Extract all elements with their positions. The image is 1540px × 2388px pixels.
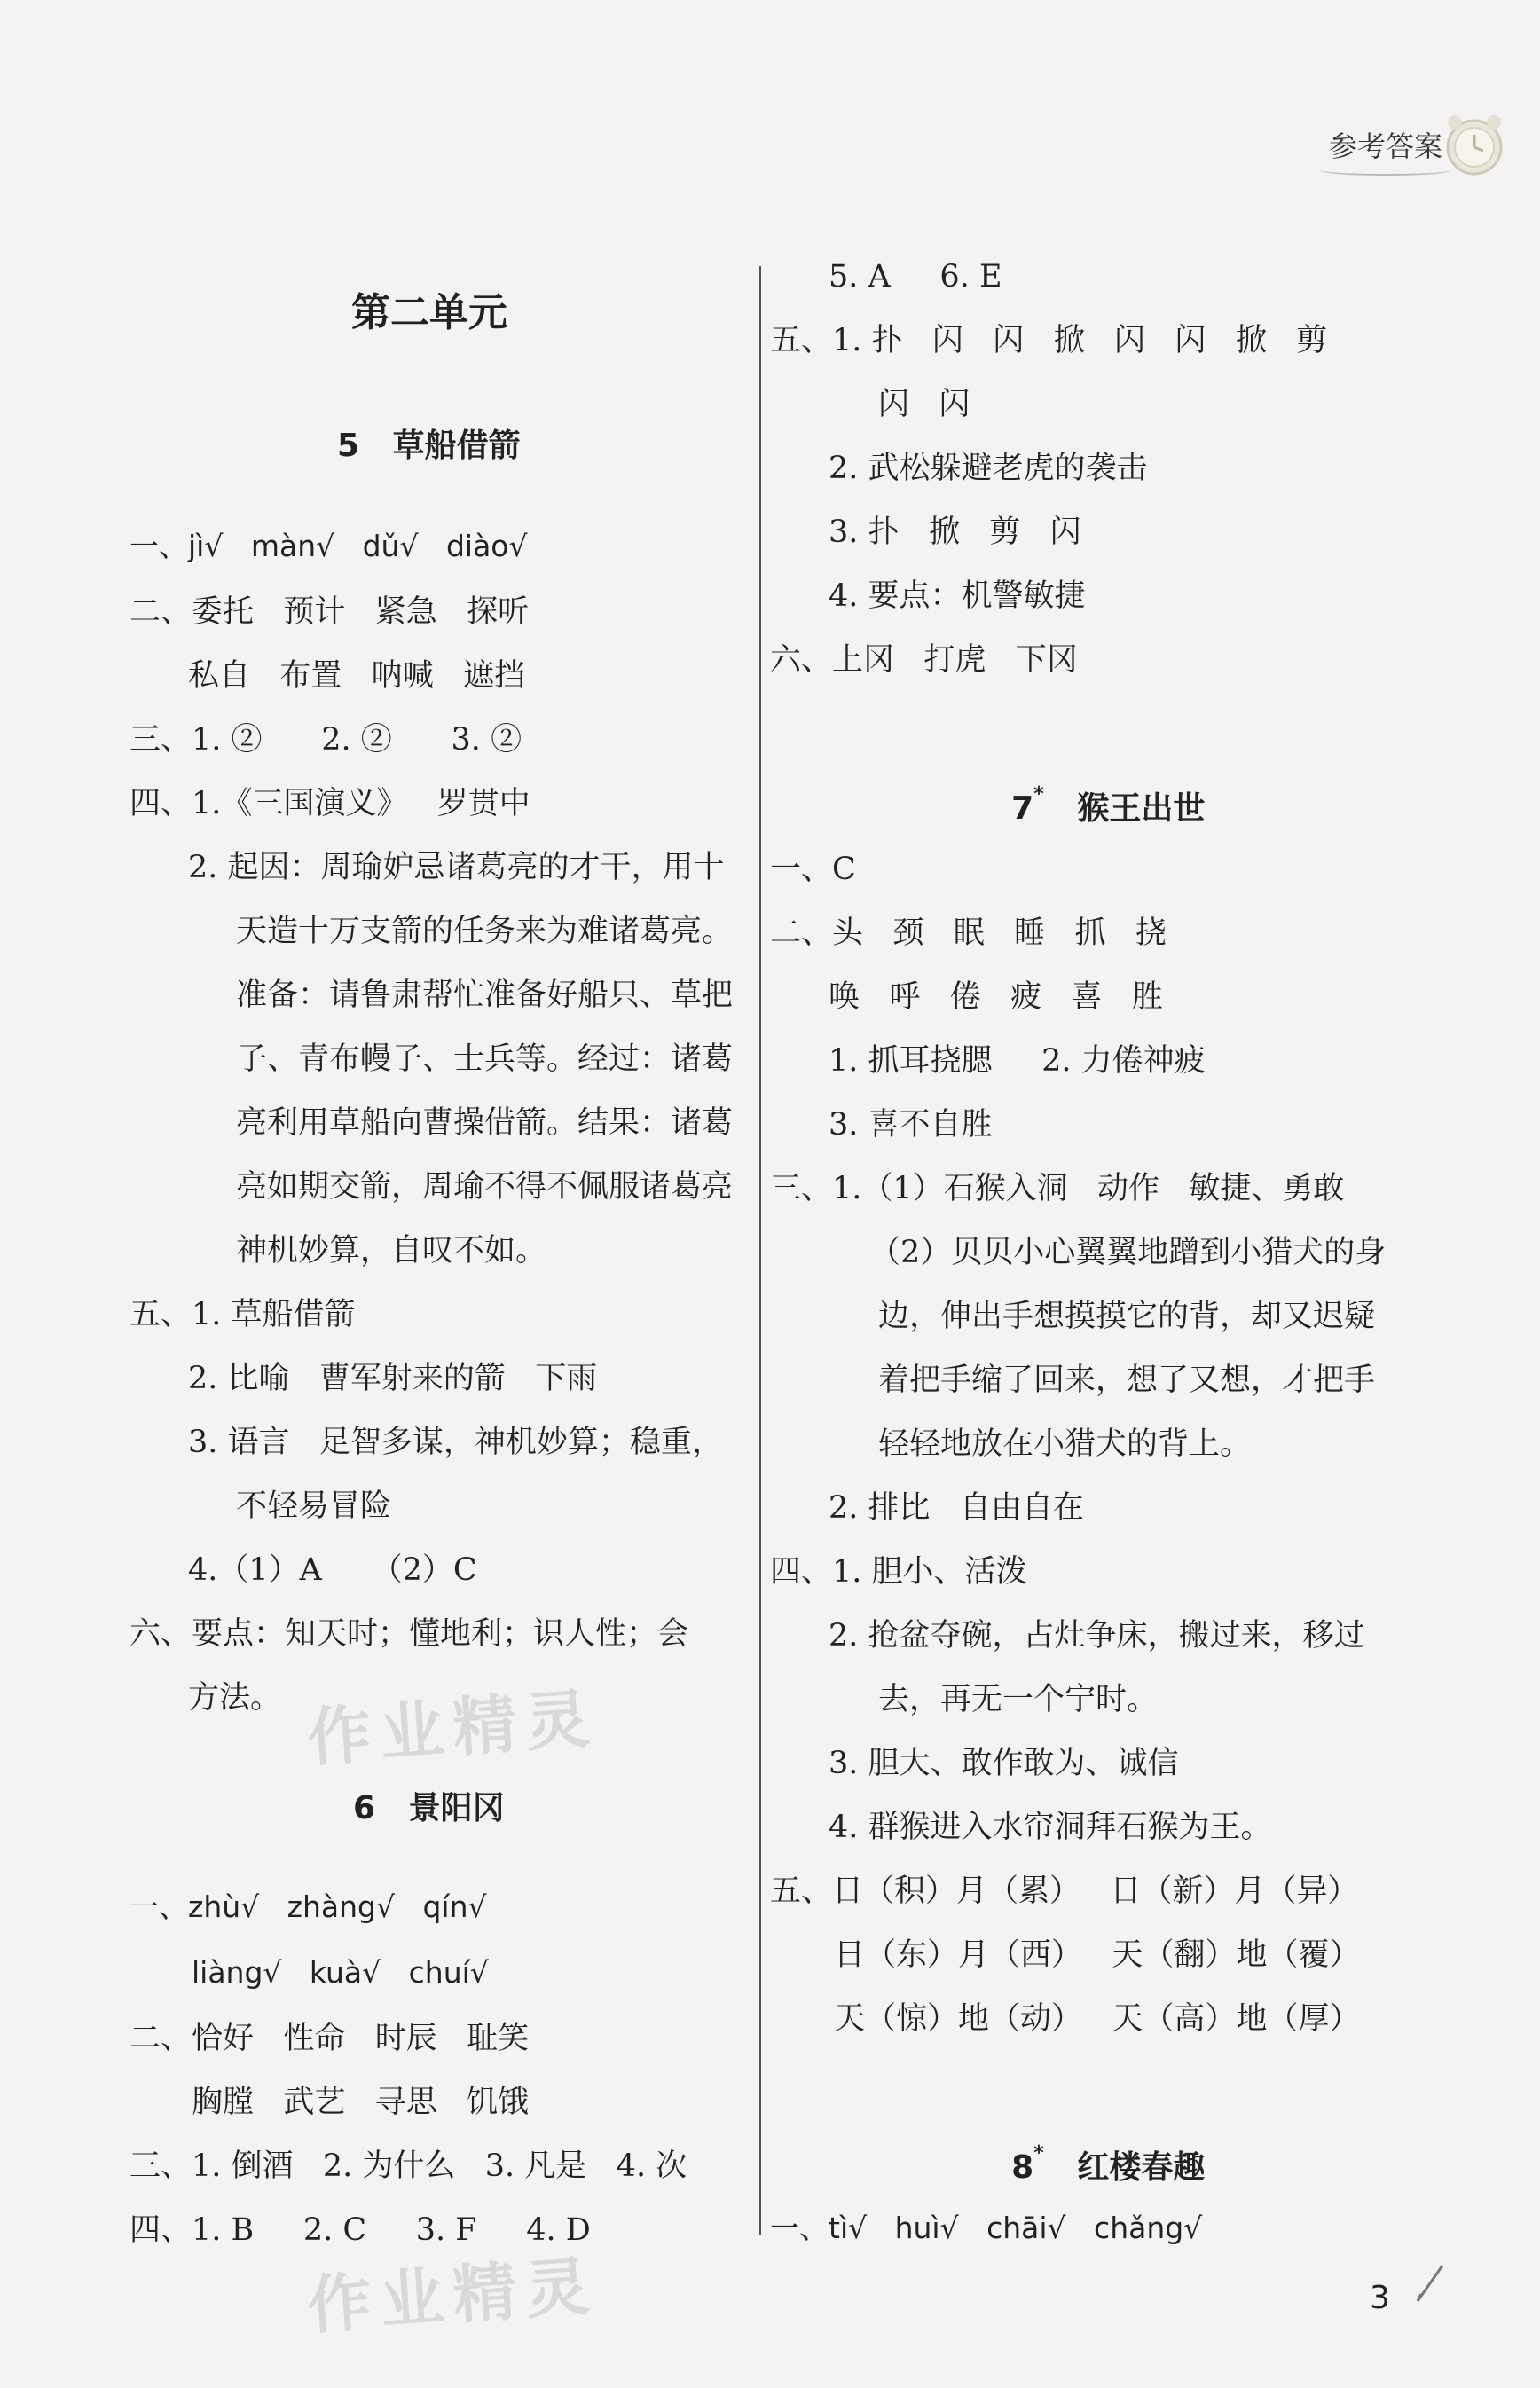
lesson5-line: 4.（1）A （2）C — [188, 1552, 477, 1588]
lesson7-line: 五、日（积）月（累） 日（新）月（异） — [770, 1873, 1359, 1909]
lesson6-cont-line: 五、1. 扑 闪 闪 掀 闪 闪 掀 剪 — [770, 323, 1328, 358]
lesson7-line: 三、1.（1）石猴入洞 动作 敏捷、勇敢 — [770, 1171, 1345, 1206]
lesson5-line: 三、1. ② 2. ② 3. ② — [130, 722, 522, 758]
lesson6-cont-line: 六、上冈 打虎 下冈 — [770, 642, 1078, 678]
lesson5-line: 子、青布幔子、士兵等。经过：诸葛 — [236, 1041, 734, 1077]
watermark-stamp: 作业精灵 — [304, 2248, 601, 2344]
lesson8-title: 8* 红楼春趣 — [1011, 2142, 1206, 2186]
lesson6-cont-line: 5. A 6. E — [829, 259, 1002, 295]
lesson5-line: 不轻易冒险 — [236, 1489, 392, 1524]
lesson6-line: 胸膛 武艺 寻思 饥饿 — [192, 2085, 530, 2120]
lesson5-line: 神机妙算，自叹不如。 — [236, 1233, 547, 1269]
lesson5-line: 天造十万支箭的任务来为难诸葛亮。 — [236, 914, 734, 949]
lesson5-line: 亮利用草船向曹操借箭。结果：诸葛 — [236, 1105, 734, 1141]
lesson7-line: 去，再无一个宁时。 — [878, 1682, 1159, 1717]
lesson6-cont-line: 4. 要点：机警敏捷 — [829, 578, 1086, 614]
lesson5-line: 准备：请鲁肃帮忙准备好船只、草把 — [236, 978, 734, 1013]
lesson7-line: （2）贝贝小心翼翼地蹭到小猎犬的身 — [869, 1235, 1387, 1270]
lesson7-line: 着把手缩了回来，想了又想，才把手 — [878, 1363, 1376, 1398]
lesson7-line: 轻轻地放在小猎犬的背上。 — [878, 1426, 1252, 1462]
lesson7-line: 边，伸出手想摸摸它的背，却又迟疑 — [878, 1299, 1376, 1334]
lesson7-line: 2. 抢盆夺碗，占灶争床，搬过来，移过 — [829, 1618, 1365, 1654]
lesson7-line: 1. 抓耳挠腮 2. 力倦神疲 — [829, 1043, 1206, 1079]
header-title: 参考答案 — [1329, 124, 1442, 165]
pencil-icon — [1412, 2260, 1448, 2306]
column-divider — [759, 266, 761, 2235]
lesson6-line: liàng√ kuà√ chuí√ — [192, 1955, 489, 1990]
lesson6-line: 一、zhù√ zhàng√ qín√ — [130, 1889, 487, 1924]
lesson7-line: 二、头 颈 眠 睡 抓 挠 — [770, 915, 1167, 951]
lesson5-line: 四、1.《三国演义》 罗贯中 — [130, 786, 530, 821]
alarm-clock-icon — [1434, 105, 1515, 186]
lesson5-line: 二、委托 预计 紧急 探听 — [130, 594, 530, 630]
lesson7-line: 天（惊）地（动） 天（高）地（厚） — [834, 2001, 1361, 2037]
lesson5-line: 六、要点：知天时；懂地利；识人性；会 — [130, 1616, 689, 1652]
lesson5-line: 五、1. 草船借箭 — [130, 1297, 356, 1332]
lesson5-line: 亮如期交箭，周瑜不得不佩服诸葛亮 — [236, 1169, 734, 1205]
lesson6-cont-line: 3. 扑 掀 剪 闪 — [829, 515, 1081, 550]
lesson7-title: 7* 猴王出世 — [1011, 783, 1206, 827]
lesson7-line: 唤 呼 倦 疲 喜 胜 — [829, 979, 1163, 1015]
lesson7-line: 3. 胆大、敢作敢为、诚信 — [829, 1746, 1179, 1781]
lesson6-cont-line: 2. 武松躲避老虎的袭击 — [829, 451, 1148, 486]
lesson6-cont-line: 闪 闪 — [878, 387, 970, 422]
lesson5-title: 5 草船借箭 — [337, 428, 521, 464]
lesson6-line: 三、1. 倒酒 2. 为什么 3. 凡是 4. 次 — [130, 2148, 688, 2184]
lesson5-line: 一、jì√ màn√ dǔ√ diào√ — [130, 529, 528, 563]
lesson5-line: 2. 比喻 曹军射来的箭 下雨 — [188, 1361, 598, 1396]
lesson5-line: 3. 语言 足智多谋，神机妙算；稳重， — [188, 1425, 723, 1460]
lesson7-line: 日（东）月（西） 天（翻）地（覆） — [834, 1937, 1361, 1973]
lesson5-line: 私自 布置 呐喊 遮挡 — [188, 658, 526, 694]
header-swoosh — [1320, 165, 1451, 176]
lesson6-line: 二、恰好 性命 时辰 耻笑 — [130, 2021, 530, 2056]
watermark-stamp: 作业精灵 — [304, 1680, 601, 1776]
lesson6-line: 四、1. B 2. C 3. F 4. D — [130, 2212, 591, 2248]
lesson7-line: 四、1. 胆小、活泼 — [770, 1554, 1027, 1590]
unit-title: 第二单元 — [351, 290, 507, 335]
lesson7-line: 3. 喜不自胜 — [829, 1107, 993, 1143]
lesson5-line: 方法。 — [188, 1680, 282, 1716]
page-number: 3 — [1370, 2280, 1390, 2316]
lesson6-title: 6 景阳冈 — [353, 1790, 505, 1826]
lesson7-line: 4. 群猴进入水帘洞拜石猴为王。 — [829, 1810, 1272, 1845]
lesson5-line: 2. 起因：周瑜妒忌诸葛亮的才干，用十 — [188, 850, 725, 885]
lesson7-line: 2. 排比 自由自在 — [829, 1490, 1084, 1526]
lesson8-line: 一、tì√ huì√ chāi√ chǎng√ — [770, 2211, 1203, 2245]
lesson7-line: 一、C — [770, 852, 856, 887]
